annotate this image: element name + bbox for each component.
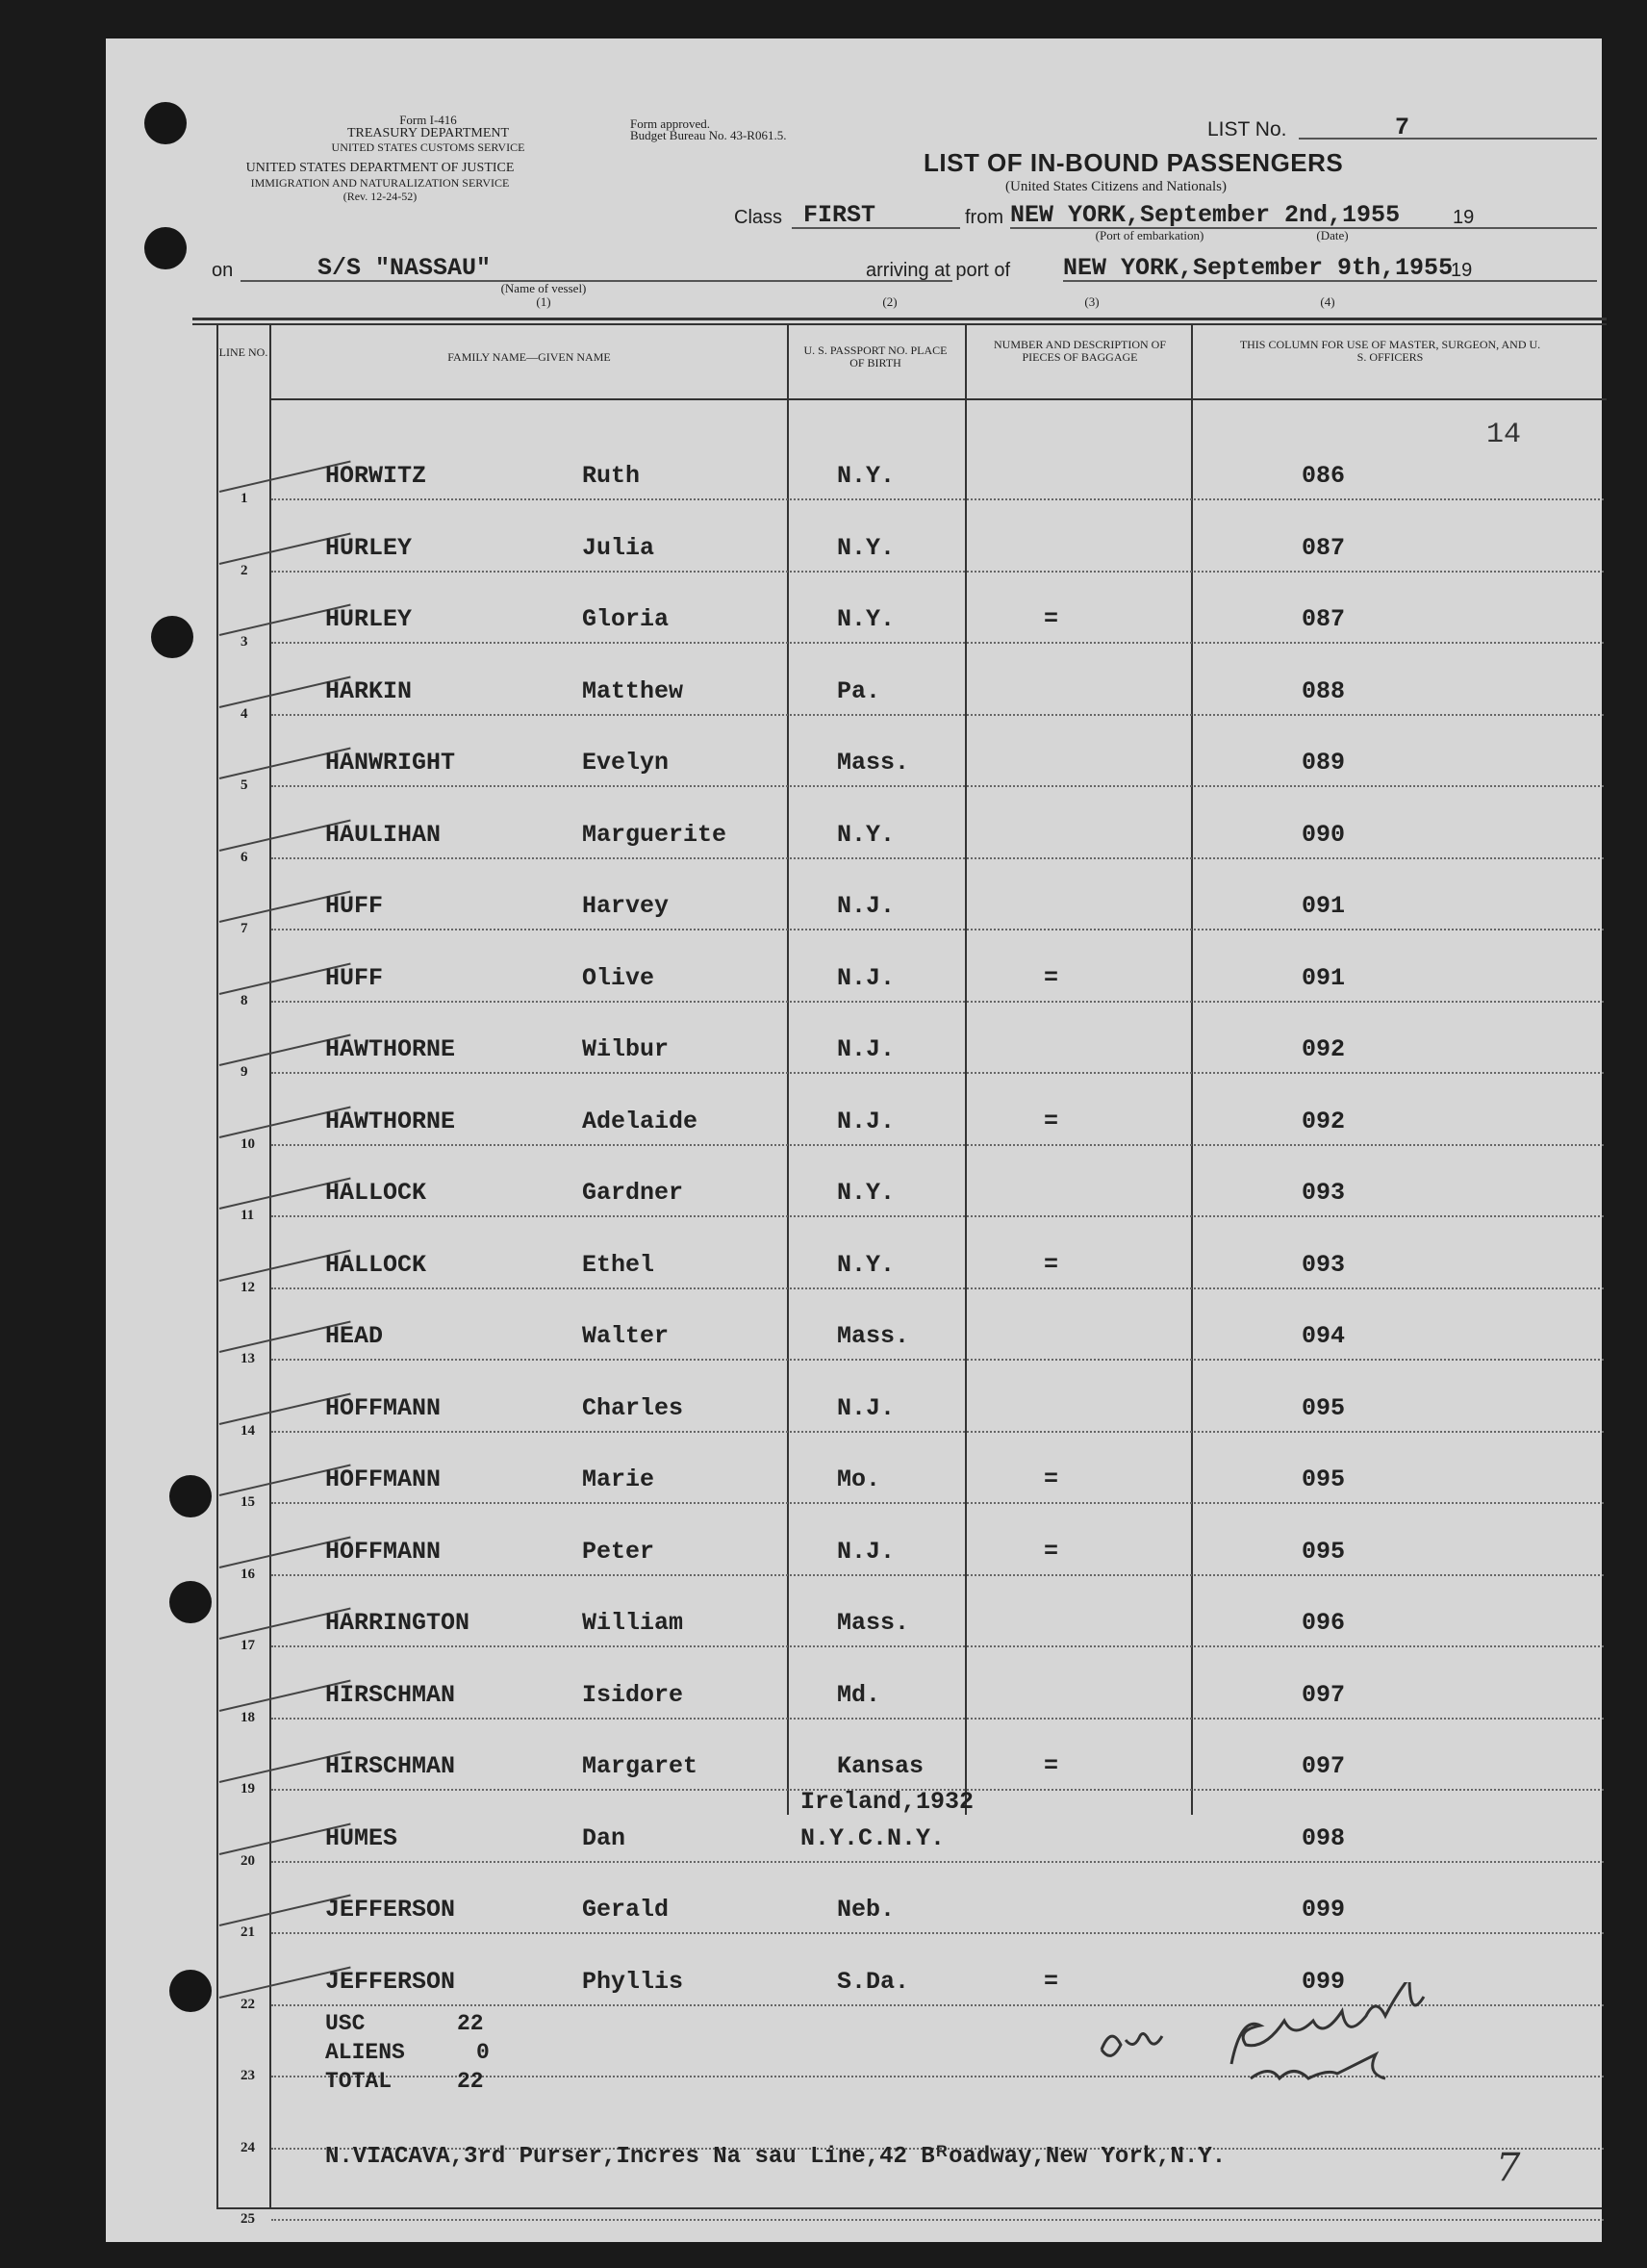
baggage-ditto: = xyxy=(1044,605,1059,633)
row-rule xyxy=(271,785,1604,787)
family-name: HUFF xyxy=(325,963,384,992)
row-rule xyxy=(271,1287,1604,1289)
given-name: Harvey xyxy=(582,892,670,920)
binder-hole xyxy=(169,1581,212,1623)
binder-hole xyxy=(151,616,193,658)
row-rule xyxy=(271,714,1604,716)
column-header-line-no: LINE NO. xyxy=(218,345,268,359)
arriving-year-prefix: 19 xyxy=(1451,260,1473,281)
family-name: HIRSCHMAN xyxy=(325,1752,456,1780)
class-value: FIRST xyxy=(803,201,876,229)
budget-bureau-number: Budget Bureau No. 43-R061.5. xyxy=(630,128,787,142)
given-name: Isidore xyxy=(582,1680,684,1709)
class-label: Class xyxy=(734,207,783,228)
family-name: HOFFMANN xyxy=(325,1393,442,1422)
port-of-embarkation-caption: (Port of embarkation) xyxy=(1095,228,1204,242)
given-name: Ethel xyxy=(582,1250,655,1279)
place-of-birth-prior: Ireland,1932 xyxy=(800,1787,975,1816)
given-name: Gloria xyxy=(582,605,670,633)
family-name: HEAD xyxy=(325,1322,384,1350)
baggage-ditto: = xyxy=(1044,1250,1059,1279)
family-name: HOFFMANN xyxy=(325,1465,442,1493)
given-name: Marguerite xyxy=(582,820,727,849)
line-number: 12 xyxy=(241,1279,255,1295)
baggage-ditto: = xyxy=(1044,963,1059,992)
place-of-birth: N.Y. xyxy=(837,462,896,490)
officer-number: 092 xyxy=(1302,1035,1346,1063)
place-of-birth: N.J. xyxy=(837,963,896,992)
place-of-birth: Neb. xyxy=(837,1896,896,1924)
given-name: Wilbur xyxy=(582,1035,670,1063)
place-of-birth: N.J. xyxy=(837,1393,896,1422)
family-name: HARKIN xyxy=(325,676,413,705)
officer-number: 087 xyxy=(1302,533,1346,562)
treasury-department: TREASURY DEPARTMENT xyxy=(346,126,510,140)
row-rule xyxy=(271,1718,1604,1720)
given-name: Gerald xyxy=(582,1896,670,1924)
place-of-birth: Md. xyxy=(837,1680,881,1709)
line-number: 17 xyxy=(241,1638,255,1653)
family-name: HURLEY xyxy=(325,533,413,562)
row-rule xyxy=(271,1072,1604,1074)
row-rule xyxy=(271,1359,1604,1361)
line-number: 8 xyxy=(241,992,248,1008)
department-of-justice: UNITED STATES DEPARTMENT OF JUSTICE xyxy=(245,161,515,175)
place-of-birth: Mass. xyxy=(837,1609,910,1637)
immigration-service: IMMIGRATION AND NATURALIZATION SERVICE xyxy=(250,176,510,190)
officer-number: 095 xyxy=(1302,1537,1346,1566)
officer-number: 093 xyxy=(1302,1179,1346,1207)
column-header-officers: THIS COLUMN FOR USE OF MASTER, SURGEON, AND U. S. OFFICERS xyxy=(1239,338,1541,364)
column-header-baggage: NUMBER AND DESCRIPTION OF PIECES OF BAGGAGE xyxy=(993,338,1167,364)
from-port-and-date: NEW YORK,September 2nd,1955 xyxy=(1010,201,1401,229)
family-name: HARRINGTON xyxy=(325,1609,470,1637)
usc-label: USC xyxy=(325,2011,366,2036)
family-name: HIRSCHMAN xyxy=(325,1680,456,1709)
arriving-label: arriving at port of xyxy=(866,260,1011,281)
place-of-birth: N.Y. xyxy=(837,1179,896,1207)
aliens-count: 0 xyxy=(476,2040,490,2065)
officer-number: 099 xyxy=(1302,1967,1346,1996)
given-name: Charles xyxy=(582,1393,684,1422)
vessel-name-caption: (Name of vessel) xyxy=(500,281,587,295)
family-name: HAULIHAN xyxy=(325,820,442,849)
family-name: HALLOCK xyxy=(325,1250,427,1279)
officer-number: 093 xyxy=(1302,1250,1346,1279)
place-of-birth: Pa. xyxy=(837,676,881,705)
row-rule xyxy=(271,1215,1604,1217)
binder-hole xyxy=(169,1970,212,2012)
row-rule xyxy=(271,2219,1604,2221)
officer-number: 088 xyxy=(1302,676,1346,705)
officer-number: 099 xyxy=(1302,1896,1346,1924)
officer-number: 097 xyxy=(1302,1680,1346,1709)
manifest-page xyxy=(106,38,1602,2242)
family-name: HURLEY xyxy=(325,605,413,633)
line-number: 18 xyxy=(241,1709,255,1725)
line-number: 9 xyxy=(241,1064,248,1080)
place-of-birth: N.J. xyxy=(837,1035,896,1063)
row-rule xyxy=(271,1645,1604,1647)
place-of-birth: S.Da. xyxy=(837,1967,910,1996)
place-of-birth: N.J. xyxy=(837,1107,896,1135)
list-number-value: 7 xyxy=(1395,114,1410,141)
document-title: LIST OF IN-BOUND PASSENGERS xyxy=(924,148,1344,177)
officer-number: 097 xyxy=(1302,1752,1346,1780)
aliens-label: ALIENS xyxy=(325,2040,405,2065)
row-rule xyxy=(271,642,1604,644)
place-of-birth: N.J. xyxy=(837,892,896,920)
customs-service: UNITED STATES CUSTOMS SERVICE xyxy=(331,140,525,154)
given-name: Margaret xyxy=(582,1752,698,1780)
given-name: Julia xyxy=(582,533,655,562)
row-rule xyxy=(271,929,1604,930)
row-rule xyxy=(271,857,1604,859)
baggage-ditto: = xyxy=(1044,1967,1059,1996)
from-year-prefix: 19 xyxy=(1453,207,1475,228)
place-of-birth: Mass. xyxy=(837,1322,910,1350)
margin-note: 14 xyxy=(1486,419,1522,451)
place-of-birth: N.Y.C.N.Y. xyxy=(800,1823,946,1852)
given-name: Walter xyxy=(582,1322,670,1350)
family-name: HUFF xyxy=(325,892,384,920)
family-name: HAWTHORNE xyxy=(325,1107,456,1135)
revision-date: (Rev. 12-24-52) xyxy=(342,190,418,203)
officer-number: 091 xyxy=(1302,963,1346,992)
line-number: 4 xyxy=(241,705,248,722)
officer-signature xyxy=(1077,1982,1616,2088)
binder-hole xyxy=(144,227,187,269)
line-number: 13 xyxy=(241,1351,255,1366)
place-of-birth: N.Y. xyxy=(837,533,896,562)
row-rule xyxy=(271,1861,1604,1863)
place-of-birth: N.Y. xyxy=(837,1250,896,1279)
row-rule xyxy=(271,498,1604,500)
vessel-name: S/S "NASSAU" xyxy=(317,254,492,282)
column-number-4: (4) xyxy=(1320,294,1335,309)
purser-footer: N.VIACAVA,3rd Purser,Incres Na sau Line,42 Bᴿoadway,New York,N.Y. xyxy=(325,2144,1227,2170)
given-name: Adelaide xyxy=(582,1107,698,1135)
usc-count: 22 xyxy=(457,2011,484,2036)
given-name: Olive xyxy=(582,963,655,992)
arriving-port-and-date: NEW YORK,September 9th,1955 xyxy=(1063,254,1454,282)
line-number: 2 xyxy=(241,562,248,578)
total-count: 22 xyxy=(457,2069,484,2094)
baggage-ditto: = xyxy=(1044,1537,1059,1566)
officer-number: 095 xyxy=(1302,1465,1346,1493)
given-name: Gardner xyxy=(582,1179,684,1207)
form-number: Form I-416 xyxy=(399,113,457,127)
row-rule xyxy=(271,1932,1604,1934)
row-rule xyxy=(271,571,1604,573)
row-rule xyxy=(271,1001,1604,1003)
officer-number: 096 xyxy=(1302,1609,1346,1637)
place-of-birth: N.J. xyxy=(837,1537,896,1566)
family-name: HORWITZ xyxy=(325,462,427,490)
from-label: from xyxy=(965,207,1003,228)
place-of-birth: N.Y. xyxy=(837,605,896,633)
line-number: 19 xyxy=(241,1781,255,1797)
baggage-ditto: = xyxy=(1044,1107,1059,1135)
officer-number: 092 xyxy=(1302,1107,1346,1135)
row-rule xyxy=(271,1431,1604,1433)
line-number: 24 xyxy=(241,2139,255,2155)
family-name: HANWRIGHT xyxy=(325,749,456,777)
officer-number: 098 xyxy=(1302,1823,1346,1852)
given-name: Evelyn xyxy=(582,749,670,777)
column-header-name: FAMILY NAME—GIVEN NAME xyxy=(447,350,611,364)
given-name: Peter xyxy=(582,1537,655,1566)
family-name: JEFFERSON xyxy=(325,1896,456,1924)
given-name: Ruth xyxy=(582,462,641,490)
total-label: TOTAL xyxy=(325,2069,393,2094)
family-name: JEFFERSON xyxy=(325,1967,456,1996)
line-number: 7 xyxy=(241,921,248,936)
officer-number: 090 xyxy=(1302,820,1346,849)
on-label: on xyxy=(212,260,234,281)
line-number: 16 xyxy=(241,1566,255,1582)
date-caption: (Date) xyxy=(1316,228,1349,242)
officer-number: 089 xyxy=(1302,749,1346,777)
family-name: HAWTHORNE xyxy=(325,1035,456,1063)
line-number: 22 xyxy=(241,1996,255,2012)
baggage-ditto: = xyxy=(1044,1752,1059,1780)
family-name: HUMES xyxy=(325,1823,398,1852)
column-number-1: (1) xyxy=(536,294,551,309)
line-number: 5 xyxy=(241,777,248,793)
binder-hole xyxy=(144,102,187,144)
line-number: 14 xyxy=(241,1422,255,1439)
family-name: HALLOCK xyxy=(325,1179,427,1207)
officer-number: 087 xyxy=(1302,605,1346,633)
family-name: HOFFMANN xyxy=(325,1537,442,1566)
given-name: William xyxy=(582,1609,684,1637)
line-number: 10 xyxy=(241,1135,255,1152)
column-number-2: (2) xyxy=(882,294,898,309)
form-approved: Form approved. xyxy=(630,116,711,131)
line-number: 3 xyxy=(241,634,248,650)
binder-hole xyxy=(169,1475,212,1517)
row-rule xyxy=(271,1574,1604,1576)
place-of-birth: Kansas xyxy=(837,1752,925,1780)
row-rule xyxy=(271,1502,1604,1504)
place-of-birth: Mo. xyxy=(837,1465,881,1493)
given-name: Phyllis xyxy=(582,1967,684,1996)
column-header-passport: U. S. PASSPORT NO. PLACE OF BIRTH xyxy=(803,344,948,370)
column-number-3: (3) xyxy=(1084,294,1100,309)
line-number: 11 xyxy=(241,1208,255,1223)
officer-number: 095 xyxy=(1302,1393,1346,1422)
place-of-birth: N.Y. xyxy=(837,820,896,849)
officer-number: 094 xyxy=(1302,1322,1346,1350)
given-name: Marie xyxy=(582,1465,655,1493)
corner-mark: 7 xyxy=(1496,2146,1521,2190)
document-subtitle: (United States Citizens and Nationals) xyxy=(1005,179,1227,194)
line-number: 21 xyxy=(241,1924,255,1940)
given-name: Dan xyxy=(582,1823,626,1852)
line-number: 1 xyxy=(241,491,248,506)
officer-number: 086 xyxy=(1302,462,1346,490)
place-of-birth: Mass. xyxy=(837,749,910,777)
given-name: Matthew xyxy=(582,676,684,705)
list-number-label: LIST No. xyxy=(1207,118,1287,140)
officer-number: 091 xyxy=(1302,892,1346,920)
line-number: 23 xyxy=(241,2068,255,2083)
row-rule xyxy=(271,1144,1604,1146)
baggage-ditto: = xyxy=(1044,1465,1059,1493)
line-number: 20 xyxy=(241,1852,255,1869)
line-number: 15 xyxy=(241,1494,255,1510)
line-number: 25 xyxy=(241,2211,255,2227)
line-number: 6 xyxy=(241,849,248,865)
